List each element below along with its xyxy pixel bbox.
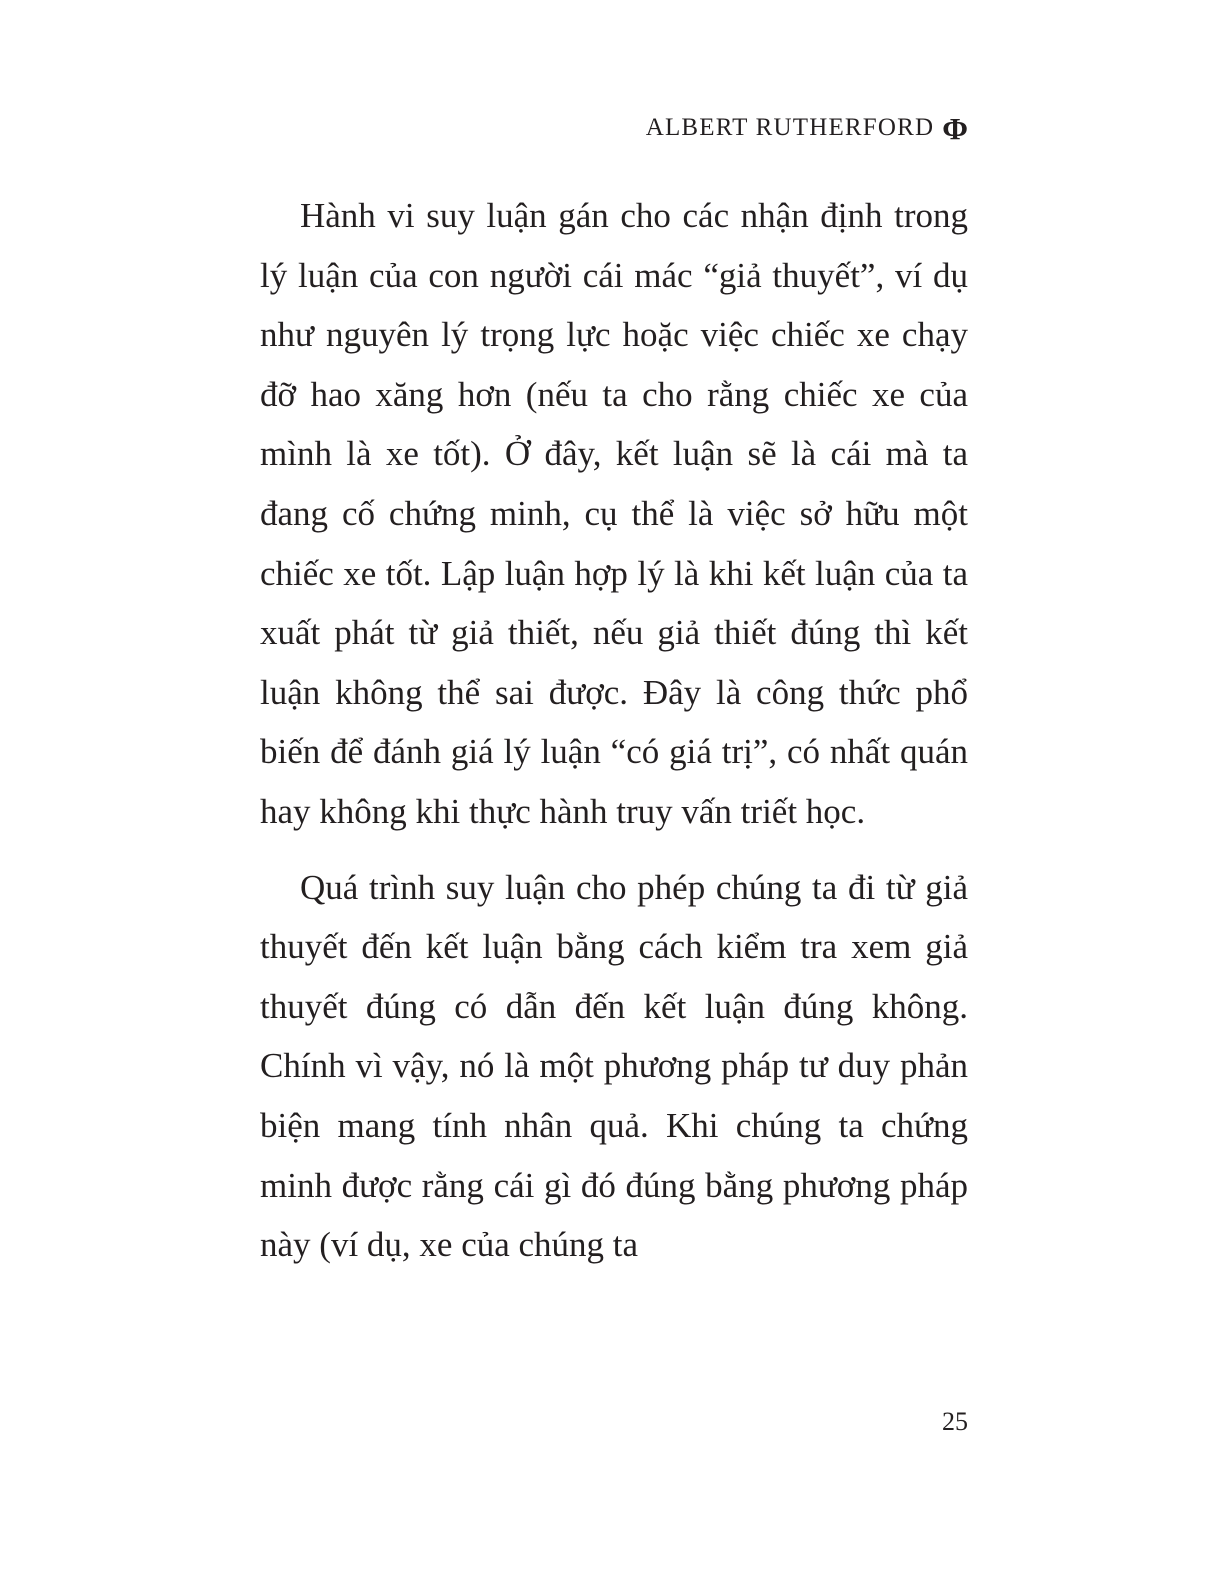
paragraph-1: Hành vi suy luận gán cho các nhận định trong lý luận của con người cái mác “giả thuyết”, ví dụ như nguyên lý trọng lực hoặc việc chiếc xe chạy đỡ hao xăng hơn (nếu ta cho rằng chiếc xe của mình là xe tốt). Ở đây, kết luận sẽ là cái mà ta đang cố chứng minh, cụ thể là việc sở hữu một chiếc xe tốt. Lập luận hợp lý là khi kết luận của ta xuất phát từ giả thiết, nếu giả thiết đúng thì kết luận không thể sai được. Đây là công thức phổ biến để đánh giá lý luận “có giá trị”, có nhất quán hay không khi thực hành truy vấn triết học.: [260, 196, 968, 831]
page-number: 25: [942, 1407, 968, 1436]
phi-symbol-icon: Φ: [942, 111, 968, 146]
paragraph-2: Quá trình suy luận cho phép chúng ta đi từ giả thuyết đến kết luận bằng cách kiểm tra xem giả thuyết đúng có dẫn đến kết luận đúng không. Chính vì vậy, nó là một phương pháp tư duy phản biện mang tính nhân quả. Khi chúng ta chứng minh được rằng cái gì đó đúng bằng phương pháp này (ví dụ, xe của chúng ta: [260, 867, 968, 1265]
header-author: ALBERT RUTHERFORD: [645, 113, 935, 141]
running-header: [645, 111, 968, 146]
body-text: [260, 186, 968, 1275]
